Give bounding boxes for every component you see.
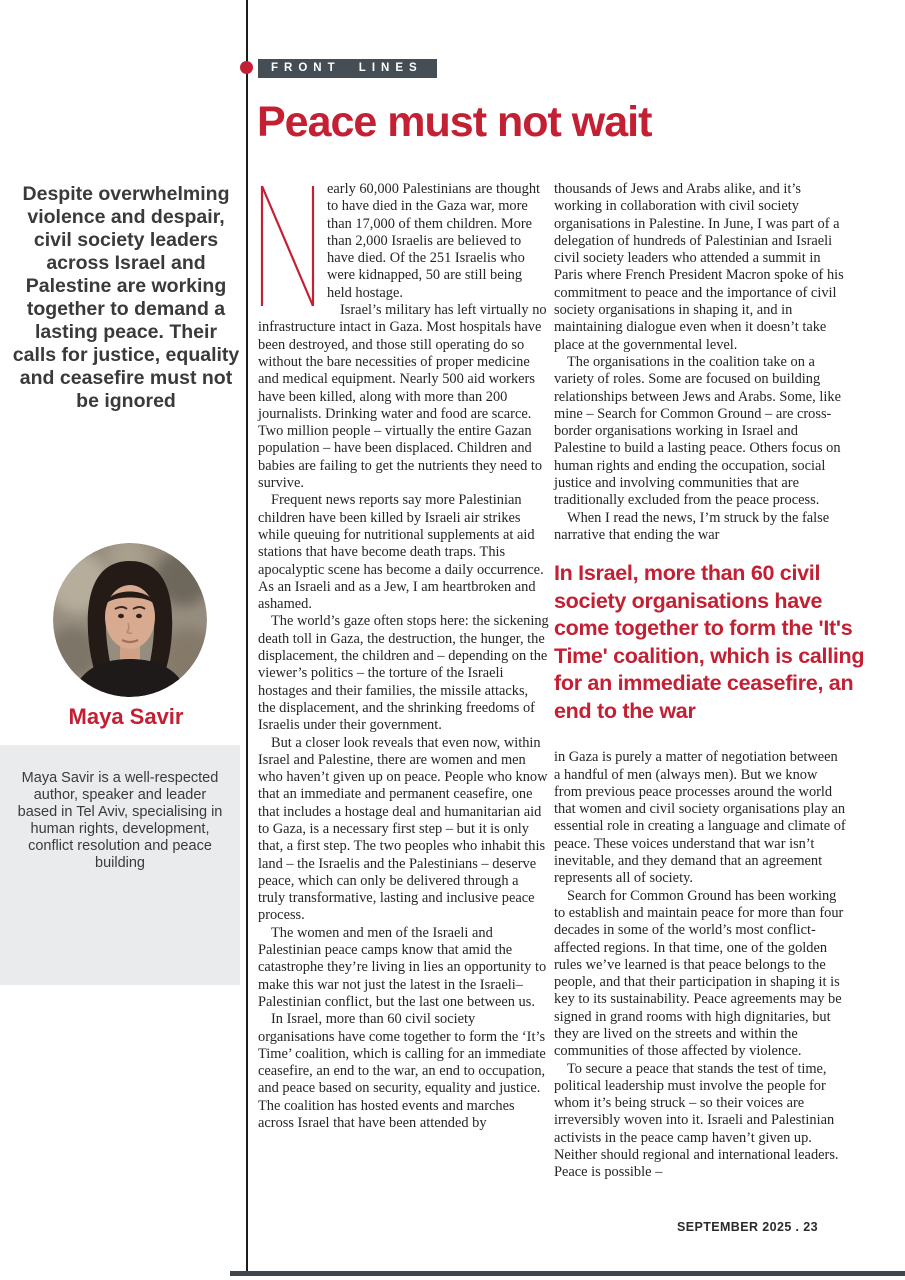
author-portrait-image bbox=[53, 543, 207, 697]
article-column-1 bbox=[258, 181, 549, 1132]
paragraph: in Gaza is purely a matter of negotiation between a handful of men (always men). But we know from previous peace processes around the world that women and civil society organisations play an essential role in creating a language and climate of peace. These voices understand that war isn’t inevitable, and they demand that an agreement represents all of society. bbox=[554, 749, 846, 887]
author-bio-box bbox=[0, 745, 240, 985]
paragraph: When I read the news, I’m struck by the false narrative that ending the war bbox=[554, 509, 830, 543]
article-column-2 bbox=[554, 181, 865, 1182]
drop-cap-n-icon bbox=[258, 184, 318, 308]
author-bio: Maya Savir is a well-respected author, speaker and leader based in Tel Aviv, specialising in human rights, development, conflict resolution and peace building bbox=[17, 770, 223, 871]
paragraph bbox=[258, 181, 549, 302]
page-folio: SEPTEMBER 2025 . 23 bbox=[677, 1220, 818, 1234]
paragraph: But a closer look reveals that even now, within Israel and Palestine, there are women and men who haven’t given up on peace. People who know that an immediate and permanent ceasefire, one that includes a hostage deal and humanitarian aid to Gaza, is a necessary first step – but it is only that, a first step. The two peoples who inhabit this land – the Israelis and the Palestinians – deserve peace, which can only be delivered through a truly transformative, lasting and inclusive peace process. bbox=[258, 734, 548, 924]
paragraph: The women and men of the Israeli and Palestinian peace camps know that amid the catastrophe they’re living in lies an opportunity to make this war not just the latest in the Israeli–Palestinian conflict, but the last one between us. bbox=[258, 924, 547, 1010]
standfirst-quote: Despite overwhelming violence and despair, civil society leaders across Israel and Palestine are working together to demand a lasting peace. Their calls for justice, equality and ceasefire must not be ignored bbox=[12, 183, 240, 412]
paragraph: thousands of Jews and Arabs alike, and it’s working in collaboration with civil society organisations in Palestine. In June, I was part of a delegation of hundreds of Palestinian and Israeli civil society leaders who attended a summit in Paris where French President Macron spoke of his commitment to peace and the importance of civil society organisations in shaping it, and in maintaining dialogue even when it doesn’t take place at the governmental level. bbox=[554, 181, 844, 353]
paragraph: Frequent news reports say more Palestinian children have been killed by Israeli air strikes while queuing for nutritional supplements at aid stations that have become death traps. This apocalyptic scene has become a daily occurrence. As an Israeli and as a Jew, I am heartbroken and ashamed. bbox=[258, 492, 544, 613]
author-name: Maya Savir bbox=[68, 704, 184, 729]
article-title: Peace must not wait bbox=[257, 98, 652, 146]
paragraph: The world’s gaze often stops here: the sickening death toll in Gaza, the destruction, the hunger, the displacement, the children and – depending on the viewer’s politics – the torture of the Israeli hostages and their families, the missile attacks, the displacement, and the shrinking freedoms of Israelis under their government. bbox=[258, 613, 549, 734]
footer-rule bbox=[230, 1271, 905, 1276]
section-bullet-icon bbox=[240, 61, 253, 74]
pull-quote: In Israel, more than 60 civil society organisations have come together to form the 'It's Time' coalition, which is calling for an immediate ceasefire, an end to the war bbox=[554, 561, 865, 723]
paragraph: In Israel, more than 60 civil society organisations have come together to form the ‘It’s Time’ coalition, which is calling for an immediate ceasefire, an end to the war, an end to occupation, and peace based on security, equality and justice. The coalition has hosted events and marches across Israel that have been attended by bbox=[258, 1011, 546, 1132]
section-kicker: FRONT LINES bbox=[258, 59, 437, 78]
paragraph: Search for Common Ground has been working to establish and maintain peace for more than four decades in some of the world’s most conflict-affected regions. In that time, one of the golden rules we’ve learned is that peace belongs to the people, and that their participation in shaping it is key to its sustainability. Peace agreements may be signed in grand rooms with high dignitaries, but they are lived on the streets and within the communities of those affected by violence. bbox=[554, 887, 844, 1060]
paragraph: To secure a peace that stands the test of time, political leadership must involve the people for whom it’s being struck – so their voices are irreversibly woven into it. Israeli and Palestinian activists in the peace camp haven’t given up. Neither should regional and international leaders. Peace is possible – bbox=[554, 1060, 839, 1181]
vertical-rule bbox=[246, 0, 248, 1276]
paragraph-text: early 60,000 Palestinians are thought to have died in the Gaza war, more than 17,000 of them children. More than 2,000 Israelis are believed to have died. Of the 251 Israelis who were kidnapped, 50 are still being held hostage. bbox=[327, 181, 541, 301]
paragraph: The organisations in the coalition take on a variety of roles. Some are focused on building relationships between Jews and Arabs. Some, like mine – Search for Common Ground – are cross-border organisations working in Israel and Palestine to build a lasting peace. Others focus on human rights and ending the occupation, social justice and involving communities that are traditionally excluded from the peace process. bbox=[554, 353, 841, 509]
author-avatar bbox=[53, 543, 207, 697]
paragraph: Israel’s military has left virtually no infrastructure intact in Gaza. Most hospitals have been destroyed, and those still operating do so without the bare necessities of proper medicine and medical equipment. Nearly 500 aid workers have been killed, along with more than 200 journalists. Drinking water and food are scarce. Two million people – virtually the entire Gazan population – have been displaced. Children and babies are failing to get the nutrients they need to survive. bbox=[258, 302, 547, 492]
